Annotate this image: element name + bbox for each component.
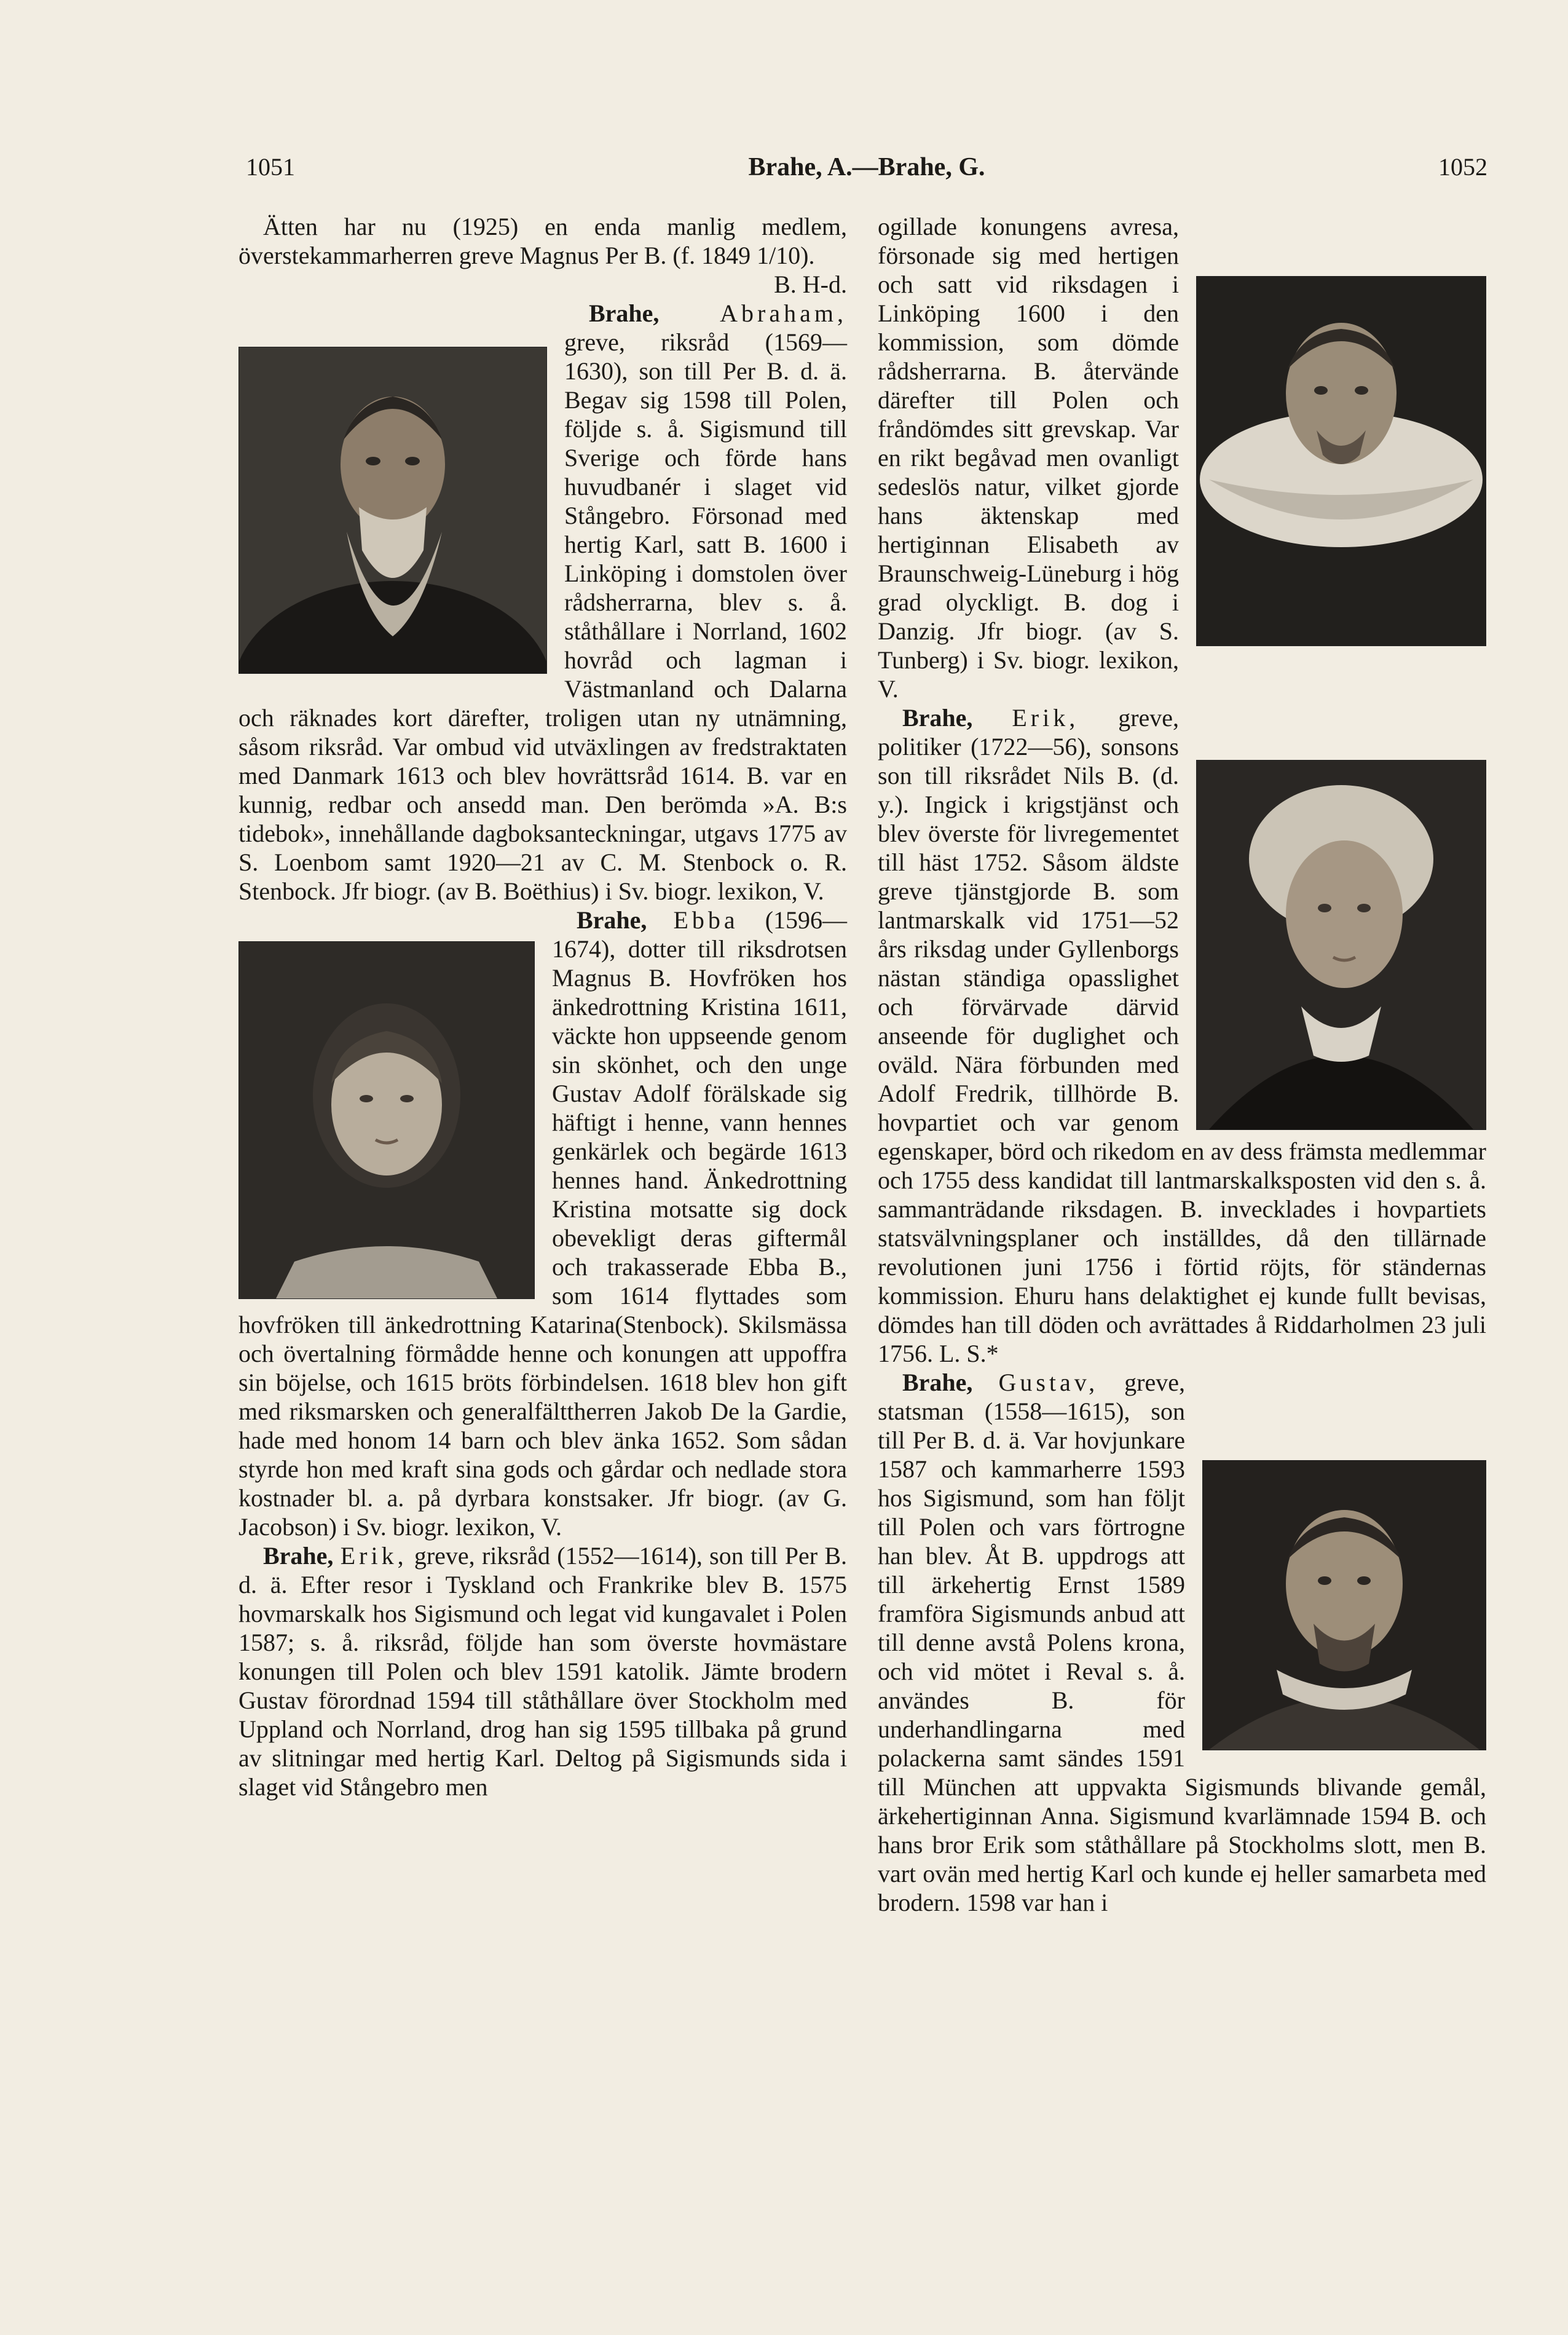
page-header bbox=[246, 152, 1487, 196]
family-note: Ätten har nu (1925) en enda manlig medlem, överstekammarherren greve Magnus Per B. (f. 1849 1/10). B. H-d. bbox=[238, 213, 847, 298]
portrait-ebba-brahe bbox=[238, 941, 535, 1299]
portrait-gustav-brahe bbox=[1202, 1460, 1486, 1750]
entry-ebba-brahe: Brahe, Ebba (1596—1674), dotter till riksdrotsen Magnus B. Hovfröken hos änkedrottning Kristina 1611, väckte hon uppseende genom sin skönhet, och den unge Gustav Adolf förälskade sig häftigt i henne, vann hennes genkärlek och begärde 1613 hennes hand. Änkedrottning Kristina motsatte sig dock obevekligt deras giftermål och trakasserade Ebba B., som 1614 flyttades som hovfröken till änkedrottning Katarina(Stenbock). Skilsmässa och övertalning förmådde henne och konungen att uppoffra sin böjelse, och 1615 bröts förbindelsen. 1618 blev hon gift med riksmarsken och generalfälttherren Jakob De la Gardie, hade med honom 14 barn och blev änka 1652. Som sådan styrde hon med kraft sina gods och gårdar och nedlade stora kostnader bl. a. på dyrbara konstsaker. Jfr biogr. (av G. Jacobson) i Sv. biogr. lexikon, V. bbox=[238, 906, 848, 1541]
signature: B. H-d. bbox=[774, 271, 847, 298]
entry-erik-brahe-1722: Brahe, Erik, greve, politiker (1722—56), sonsons son till riksrådet Nils B. (d. y.). Ingick i krigstjänst och blev överste för livregementet till häst 1752. Såsom äldste greve tjänstgjorde B. som lantmarskalk vid 1751—52 års riksdag under Gyllenborgs nästan ständiga opasslighet och förvärvade därvid anseende för duglighet och oväld. Nära förbunden med Adolf Fredrik, tillhörde B. hovpartiet och var genom egenskaper, börd och rikedom en av dess främsta medlemmar och 1755 dess kandidat till lantmarskalksposten vid den s. å. sammanträdande riksdagen. B. invecklades i hovpartiets statsvälvningsplaner och inställdes, då den tillärnade revolutionen juni 1756 i förtid röjts, för ständernas kommission. Ehuru hans delaktighet ej kunde fullt bevisas, dömdes han till döden och avrättades å Riddarholmen 23 juli 1756. L. S.* bbox=[878, 704, 1486, 1367]
entry-abraham-brahe: Brahe, Abraham, greve, riksråd (1569—1630), son till Per B. d. ä. Begav sig 1598 till Polen, följde s. å. Sigismund till Sverige och förde hans huvudbanér i slaget vid Stångebro. Försonad med hertig Karl, satt B. 1600 i Linköping i domstolen över rådsherrarna, blev s. å. ståthållare i Norrland, 1602 hovråd och lagman i Västmanland och Dalarna och räknades kort därefter, troligen utan ny utnämning, såsom riksråd. Var ombud vid utväxlingen av fredstraktaten med Danmark 1613 och blev hovrättsråd 1614. B. var en kunnig, redbar och ansedd man. Den berömda »A. B:s tidebok», innehållande dagboksanteckningar, utgavs 1775 av S. Loenbom samt 1920—21 av C. M. Stenbock o. R. Stenbock. Jfr biogr. (av B. Boëthius) i Sv. biogr. lexikon, V. bbox=[238, 299, 847, 906]
entry-erik-brahe-1552-continued: ogillade konungens avresa, försonade sig med hertigen och satt vid riksdagen i Linköping 1600 i den kommission, som dömde rådsherrarna. B. återvände därefter till Polen och fråndömdes sitt grevskap. Var en rikt begåvad men ovanligt sedeslös natur, vilket gjorde hans äktenskap med hertiginnan Elisabeth av Braunschweig-Lüneburg i hög grad olyckligt. B. dog i Danzig. Jfr biogr. (av S. Tunberg) i Sv. biogr. lexikon, V. bbox=[878, 212, 1486, 703]
portrait-abraham-brahe bbox=[238, 347, 547, 674]
signature: L. S.* bbox=[939, 1340, 999, 1367]
running-title: Brahe, A.—Brahe, G. bbox=[748, 153, 985, 181]
left-column bbox=[238, 212, 847, 1801]
entry-gustav-brahe: Brahe, Gustav, greve, statsman (1558—1615), son till Per B. d. ä. Var hovjunkare 1587 och kammarherre 1593 hos Sigismund, som han följt till Polen och vars förtrogne han blev. Åt B. uppdrogs att till ärkehertig Ernst 1589 framföra Sigismunds anbud att till denne avstå Polens krona, och vid mötet i Reval s. å. användes B. för underhandlingarna med polackerna samt sändes 1591 till München att uppvakta Sigismunds blivande gemål, ärkehertiginnan Anna. Sigismund kvarlämnade 1594 B. och hans bror Erik som ståthållare på Stockholms slott, men B. vart ovän med hertig Karl och kunde ej heller samarbeta med brodern. 1598 var han i bbox=[878, 1369, 1486, 1916]
page-number-left: 1051 bbox=[246, 153, 295, 181]
portrait-erik-brahe-1722 bbox=[1196, 760, 1486, 1130]
page-number-right: 1052 bbox=[1438, 153, 1487, 181]
portrait-erik-brahe-1552 bbox=[1196, 276, 1486, 646]
entry-erik-brahe-1552: Brahe, Erik, greve, riksråd (1552—1614), son till Per B. d. ä. Efter resor i Tyskland och Frankrike blev B. 1575 hovmarskalk hos Sigismund och legat vid kungavalet i Polen 1587; s. å. riksråd, följde han som överste hovmästare konungen till Polen och blev 1591 katolik. Jämte brodern Gustav förordnad 1594 till ståthållare över Stockholm med Uppland och Norrland, drog han sig 1595 tillbaka på grund av slitningar med hertig Karl. Deltog på Sigismunds sida i slaget vid Stångebro men bbox=[238, 1542, 847, 1801]
right-column bbox=[878, 212, 1486, 1917]
